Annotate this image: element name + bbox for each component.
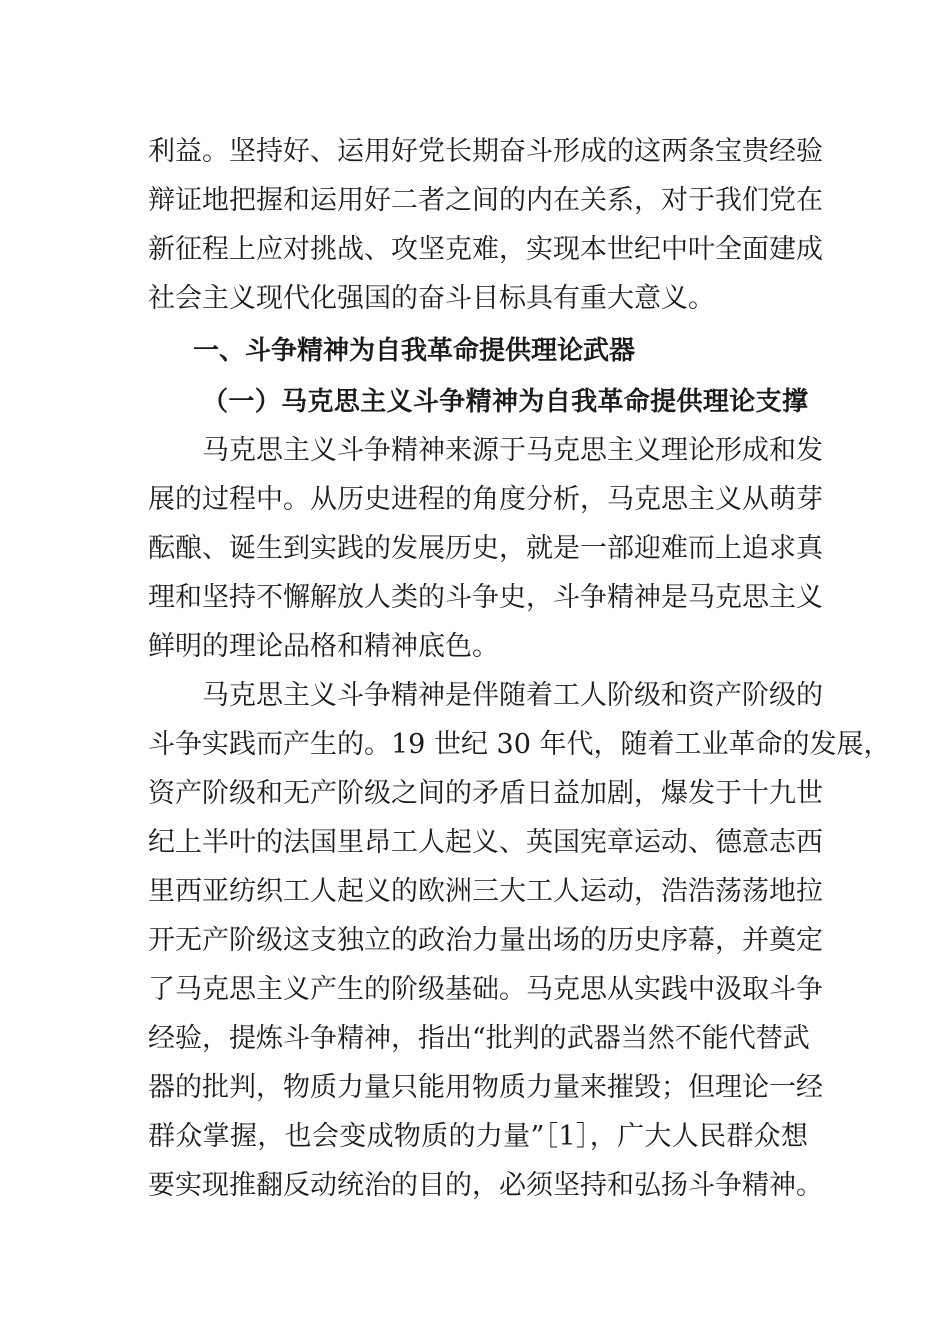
p2-line-9: 器的批判，物质力量只能用物质力量来摧毁；但理论一经 [148, 1072, 823, 1103]
p2-line-10: 群众掌握，也会变成物质的力量”［1］，广大人民群众想 [148, 1121, 808, 1152]
intro-line-4: 社会主义现代化强国的奋斗目标具有重大意义。 [148, 283, 715, 314]
p2-line-7: 了马克思主义产生的阶级基础。马克思从实践中汲取斗争 [148, 974, 823, 1005]
intro-line-2: 辩证地把握和运用好二者之间的内在关系，对于我们党在 [148, 185, 823, 216]
p2-line-8: 经验，提炼斗争精神，指出“批判的武器当然不能代替武 [148, 1023, 810, 1054]
p1-line-5: 鲜明的理论品格和精神底色。 [148, 631, 499, 662]
p2-line-6: 开无产阶级这支独立的政治力量出场的历史序幕，并奠定 [148, 925, 823, 956]
p1-line-2: 展的过程中。从历史进程的角度分析，马克思主义从萌芽 [148, 484, 823, 515]
p1-line-1: 马克思主义斗争精神来源于马克思主义理论形成和发 [202, 435, 823, 466]
p2-line-11: 要实现推翻反动统治的目的，必须坚持和弘扬斗争精神。 [148, 1170, 823, 1201]
p2-line-1: 马克思主义斗争精神是伴随着工人阶级和资产阶级的 [202, 680, 823, 711]
intro-line-3: 新征程上应对挑战、攻坚克难，实现本世纪中叶全面建成 [148, 234, 823, 265]
p2-line-2: 斗争实践而产生的。19 世纪 30 年代，随着工业革命的发展， [148, 729, 891, 760]
p2-line-3: 资产阶级和无产阶级之间的矛盾日益加剧，爆发于十九世 [148, 778, 823, 809]
intro-line-1: 利益。坚持好、运用好党长期奋斗形成的这两条宝贵经验 [148, 136, 823, 167]
p1-line-3: 酝酿、诞生到实践的发展历史，就是一部迎难而上追求真 [148, 533, 823, 564]
p1-line-4: 理和坚持不懈解放人类的斗争史，斗争精神是马克思主义 [148, 582, 823, 613]
subsection-heading: （一）马克思主义斗争精神为自我革命提供理论支撑 [202, 387, 808, 417]
p2-line-4: 纪上半叶的法国里昂工人起义、英国宪章运动、德意志西 [148, 827, 823, 858]
section-heading: 一、斗争精神为自我革命提供理论武器 [193, 336, 636, 366]
p2-line-5: 里西亚纺织工人起义的欧洲三大工人运动，浩浩荡荡地拉 [148, 876, 823, 907]
